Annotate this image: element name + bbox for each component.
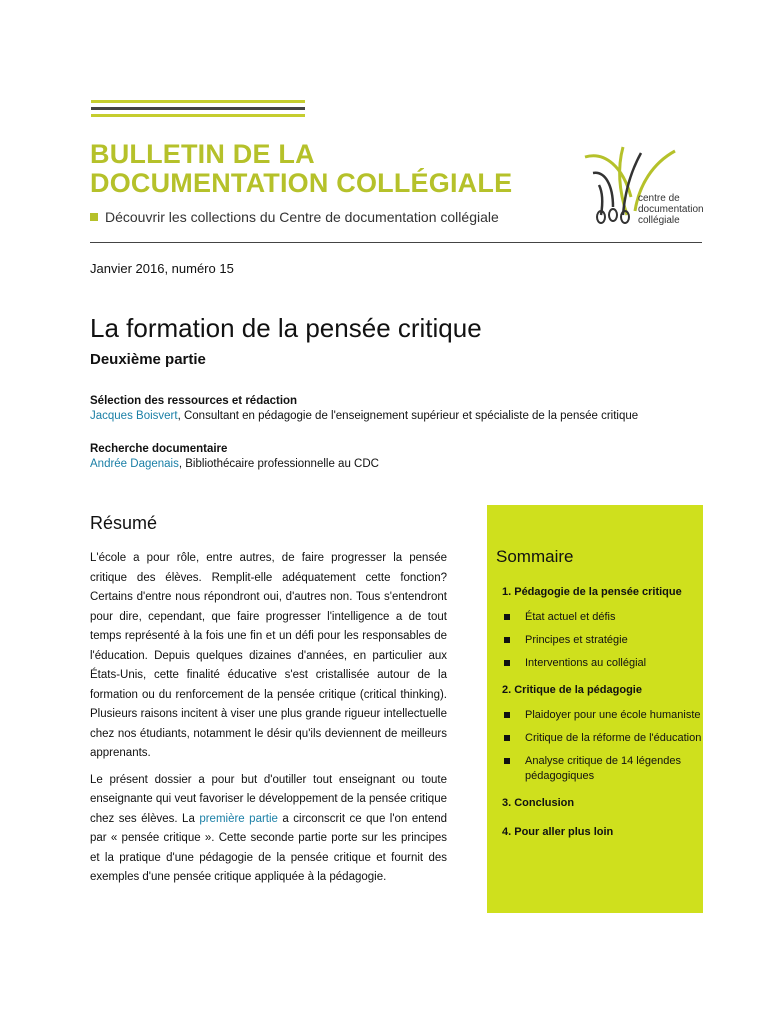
toc-section-3[interactable]: 3. Conclusion [502, 797, 575, 809]
bulletin-title [90, 140, 512, 198]
toc-item[interactable] [502, 656, 702, 671]
credit-name-link[interactable]: Andrée Dagenais [90, 458, 179, 470]
sommaire-heading: Sommaire [496, 547, 574, 566]
credit-name-link[interactable]: Jacques Boisvert [90, 410, 178, 422]
toc-item-label: Plaidoyer pour une école humaniste [525, 709, 701, 721]
toc-item-label: Interventions au collégial [525, 657, 647, 669]
decorative-line-middle [91, 107, 305, 110]
paragraph-text: Le présent dossier a pour but d'outiller tout enseignant ou toute enseignante qui veut favoriser le développement de la pensée critique chez ses élèves. La [90, 773, 447, 825]
credit-role: Sélection des ressources et rédaction [90, 395, 298, 407]
table-of-contents [502, 585, 702, 850]
tagline [90, 209, 499, 225]
square-bullet-icon [504, 637, 510, 643]
article-title: La formation de la pensée critique [90, 313, 482, 343]
issue-date: Janvier 2016, numéro 15 [90, 261, 234, 276]
logo-caption-line2: documentation [638, 204, 704, 215]
logo-caption [638, 193, 704, 226]
toc-item-label: État actuel et défis [525, 611, 616, 623]
toc-section-1[interactable]: 1. Pédagogie de la pensée critique [502, 586, 682, 598]
toc-item[interactable] [502, 610, 702, 625]
resume-body [90, 549, 447, 895]
decorative-line-bottom [91, 114, 305, 117]
square-bullet-icon [504, 735, 510, 741]
article-subtitle: Deuxième partie [90, 351, 206, 368]
header-divider [90, 242, 702, 243]
resume-heading: Résumé [90, 513, 158, 533]
square-bullet-icon [504, 758, 510, 764]
paragraph-text: a circonscrit ce que l'on entend par « pensée critique ». Cette seconde partie porte sur les principes et la pratique d'une pédagogie de la pensée critique et fournit des exemples d'une pensée critique appliquée à la pédagogie. [90, 812, 448, 883]
logo-caption-line3: collégiale [638, 215, 680, 226]
square-bullet-icon [504, 712, 510, 718]
sommaire-box [487, 505, 703, 913]
premiere-partie-link[interactable]: première partie [199, 812, 278, 825]
toc-item[interactable] [502, 708, 702, 723]
credit-detail: , Bibliothécaire professionnelle au CDC [178, 458, 379, 470]
credits-section [90, 394, 710, 490]
toc-item[interactable] [502, 731, 702, 746]
credit-block [90, 394, 710, 424]
toc-item[interactable] [502, 633, 702, 648]
credit-detail: , Consultant en pédagogie de l'enseignement supérieur et spécialiste de la pensée critique [177, 410, 639, 422]
logo-caption-line1: centre de [638, 193, 680, 204]
bulletin-title-line2: DOCUMENTATION COLLÉGIALE [90, 168, 513, 198]
bulletin-title-line1: BULLETIN DE LA [90, 139, 315, 169]
toc-section-2[interactable]: 2. Critique de la pédagogie [502, 684, 642, 696]
tagline-text: Découvrir les collections du Centre de documentation collégiale [105, 209, 499, 225]
credit-block [90, 442, 710, 472]
toc-item-label: Principes et stratégie [525, 634, 628, 646]
toc-section-4[interactable]: 4. Pour aller plus loin [502, 826, 614, 838]
square-bullet-icon [504, 614, 510, 620]
toc-item-label: Analyse critique de 14 légendes pédagogiques [525, 755, 681, 782]
square-bullet-icon [504, 660, 510, 666]
credit-role: Recherche documentaire [90, 443, 228, 455]
toc-item-label: Critique de la réforme de l'éducation [525, 732, 702, 744]
resume-paragraph-2 [90, 771, 447, 888]
resume-paragraph-1: L'école a pour rôle, entre autres, de faire progresser la pensée critique des élèves. Remplit-elle adéquatement cette fonction? Certains d'entre nous répondront oui, d'autres non. Tous s'entendront pour dire, cependant, que faire progresser l'intelligence a de tout temps représenté à la fois une fin et un défi pour les responsables de l'éducation. Depuis quelques dizaines d'années, en particulier aux États-Unis, cette finalité éducative s'est cristallisée autour de la formation ou du renforcement de la pensée critique (critical thinking). Plusieurs raisons incitent à viser une plus grande rigueur intellectuelle chez nos étudiants, notamment le désir qu'ils deviennent de meilleurs apprenants. [90, 552, 447, 759]
decorative-line-top [91, 100, 305, 103]
square-bullet-icon [90, 213, 98, 221]
toc-item[interactable] [502, 754, 702, 784]
